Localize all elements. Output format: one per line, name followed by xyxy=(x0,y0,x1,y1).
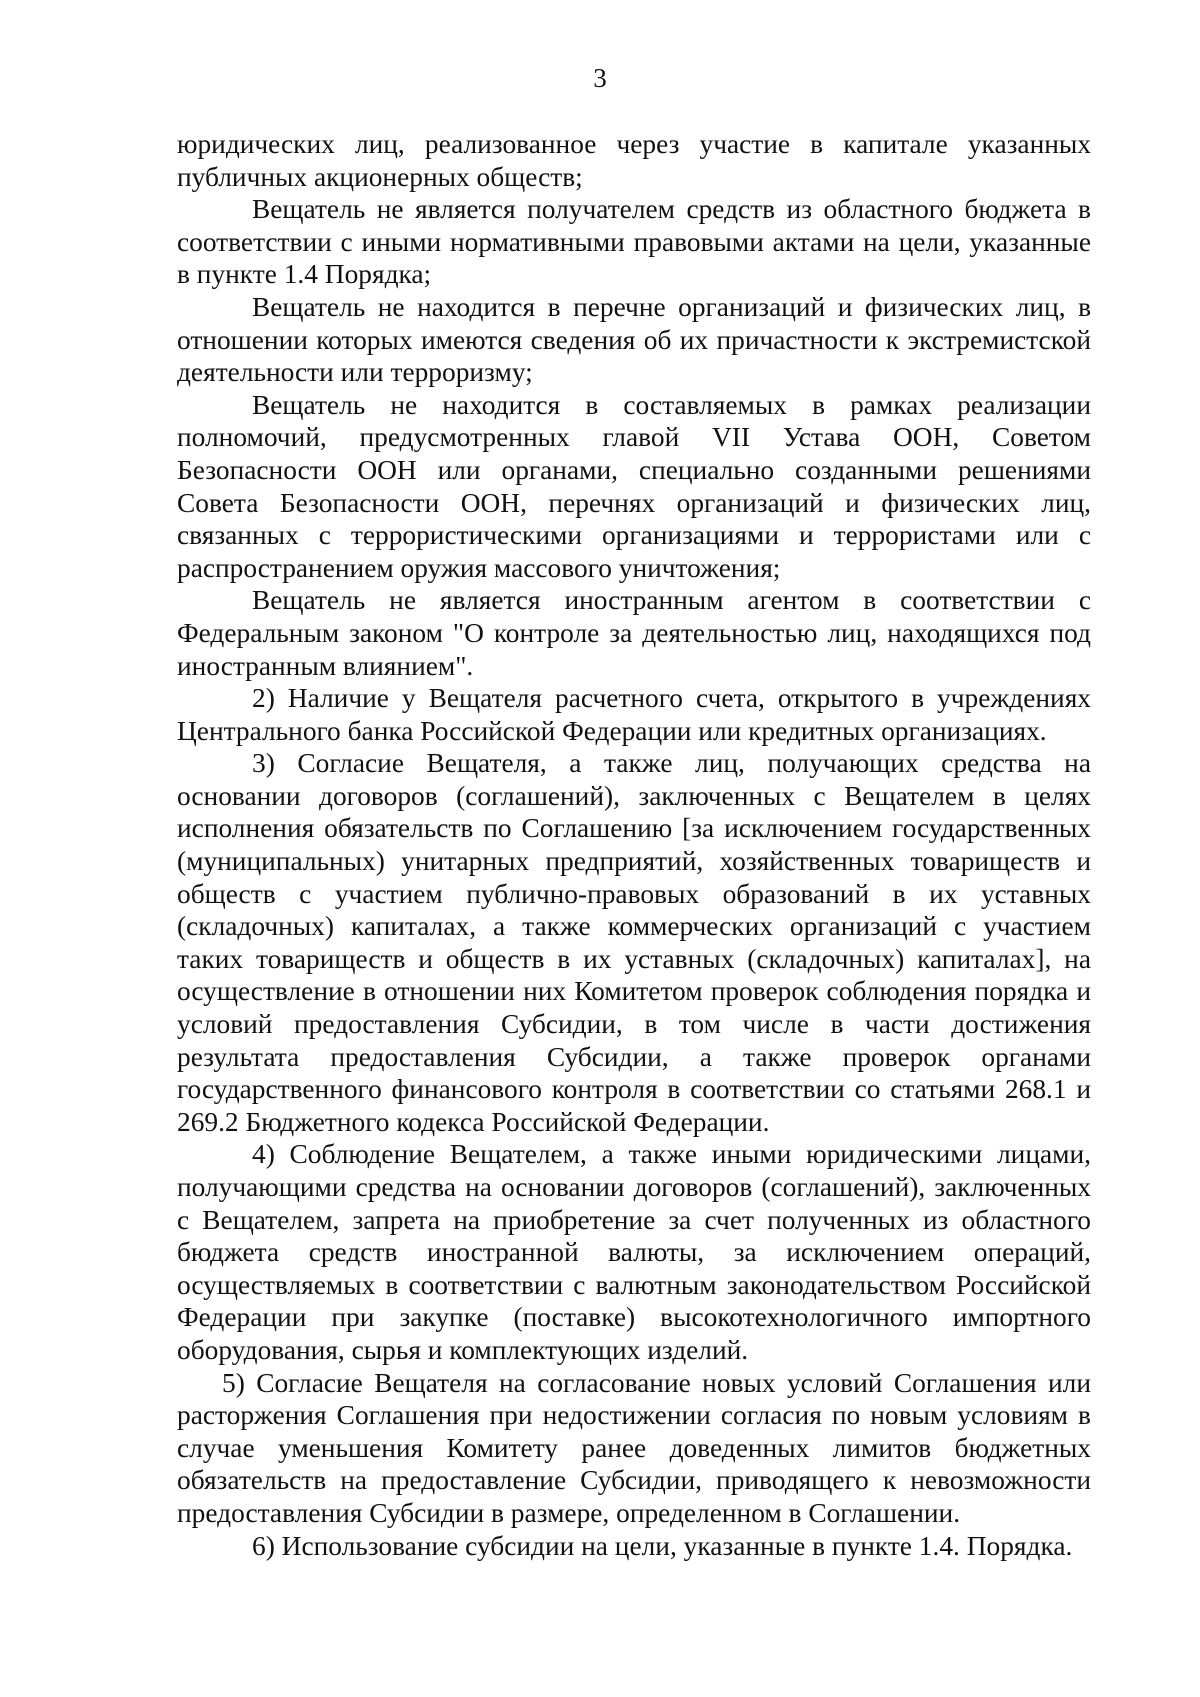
paragraph-item-6: 6) Использование субсидии на цели, указанные в пункте 1.4. Порядка. xyxy=(252,1530,1073,1561)
paragraph-not-extremist-list: Вещатель не находится в перечне организаций и физических лиц, в отношении которых имеются сведения об их причастности к экстремистской деятельности или терроризму; xyxy=(177,291,1091,388)
paragraph-item-5: 5) Согласие Вещателя на согласование новых условий Соглашения или расторжения Соглашения при недостижении согласия по новым условиям в случае уменьшения Комитету ранее доведенных лимитов бюджетных обязательств на предоставление Субсидии, приводящего к невозможности предоставления Субсидии в размере, определенном в Соглашении. xyxy=(177,1367,1091,1528)
paragraph-item-4: 4) Соблюдение Вещателем, а также иными юридическими лицами, получающими средства на основании договоров (соглашений), заключенных с Вещателем, запрета на приобретение за счет полученных из областного бюджета средств иностранной валюты, за исключением операций, осуществляемых в соответствии с валютным законодательством Российской Федерации при закупке (поставке) высокотехнологичного импортного оборудования, сырья и комплектующих изделий. xyxy=(177,1139,1091,1365)
paragraph-not-un-list: Вещатель не находится в составляемых в рамках реализации полномочий, предусмотренных главой VII Устава ООН, Советом Безопасности ООН или органами, специально созданными решениями Совета Безопасности ООН, перечнях организаций и физических лиц, связанных с террористическими организациями и террористами или с распространением оружия массового уничтожения; xyxy=(177,389,1091,583)
document-body xyxy=(177,128,1091,1562)
paragraph-item-2: 2) Наличие у Вещателя расчетного счета, открытого в учреждениях Центрального банка Российской Федерации или кредитных организациях. xyxy=(177,683,1091,746)
paragraph-not-budget-recipient: Вещатель не является получателем средств из областного бюджета в соответствии с иными нормативными правовыми актами на цели, указанные в пункте 1.4 Порядка; xyxy=(177,194,1091,290)
page-number: 3 xyxy=(593,63,607,93)
paragraph-not-foreign-agent: Вещатель не является иностранным агентом в соответствии с Федеральным законом "О контроле за деятельностью лиц, находящихся под иностранным влиянием". xyxy=(177,585,1091,681)
paragraph-item-3: 3) Согласие Вещателя, а также лиц, получающих средства на основании договоров (соглашений), заключенных с Вещателем в целях исполнения обязательств по Соглашению [за исключением государственных (муниципальных) унитарных предприятий, хозяйственных товариществ и обществ с участием публично-правовых образований в их уставных (складочных) капиталах, а также коммерческих организаций с участием таких товариществ и обществ в их уставных (складочных) капиталах], на осуществление в отношении них Комитетом проверок соблюдения порядка и условий предоставления Субсидии, в том числе в части достижения результата предоставления Субсидии, а также проверок органами государственного финансового контроля в соответствии со статьями 268.1 и 269.2 Бюджетного кодекса Российской Федерации. xyxy=(177,748,1091,1137)
paragraph-continuation: юридических лиц, реализованное через участие в капитале указанных публичных акционерных обществ; xyxy=(177,129,1091,192)
